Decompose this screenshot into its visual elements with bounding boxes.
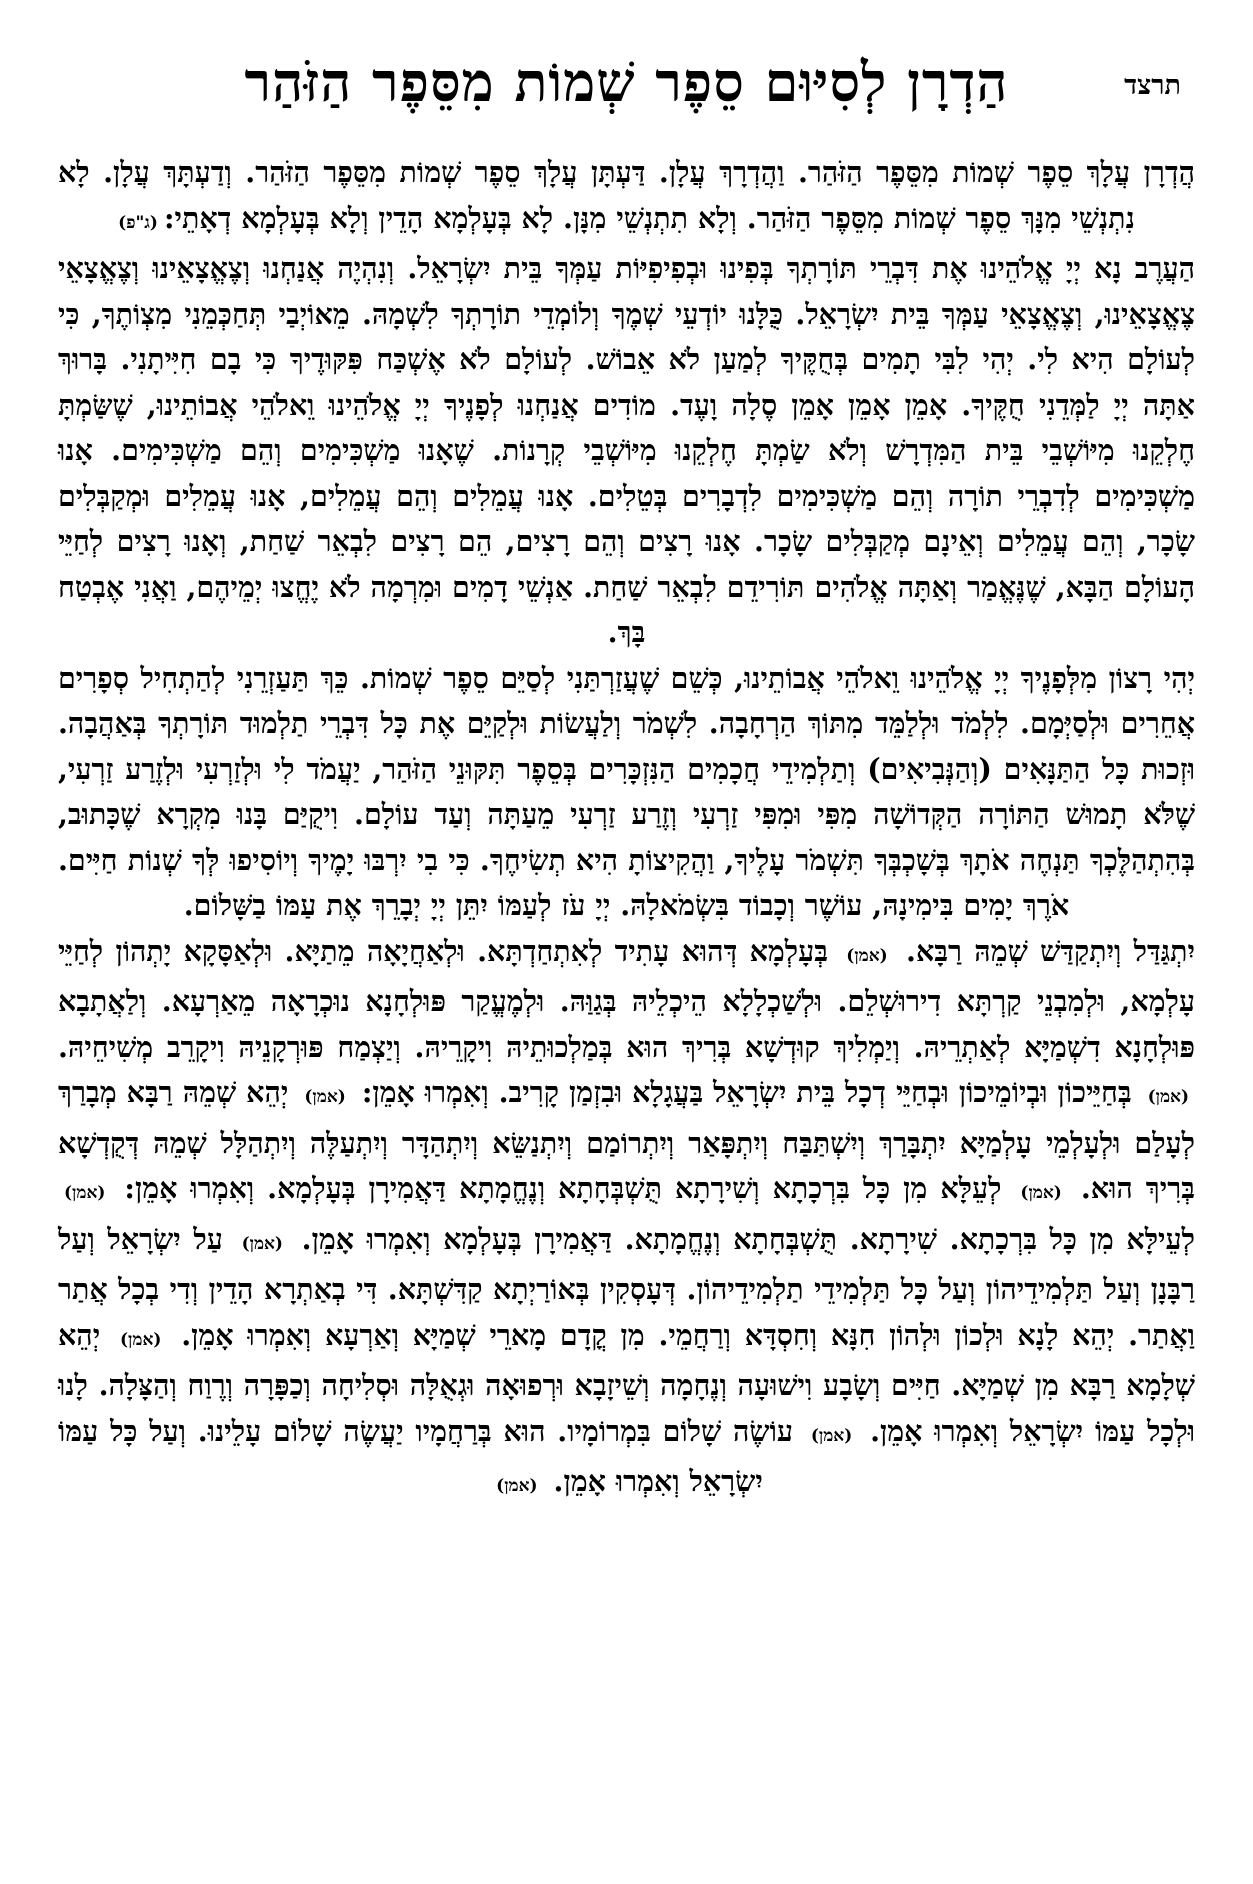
amen-response: (אמן) bbox=[119, 1329, 162, 1350]
paragraph-text: הֲדְרָן עֲלָךְ סֵפֶר שְׁמוֹת מִסֵּפֶר הַזֹּהַר. וַהֲדְרָךְ עֲלָן. דַּעְתָּן עֲלָךְ סֵפֶר שְׁמוֹת מִסֵּפֶר הַזֹּהַר. וְדַעְתָּךְ עֲלָן. לָא נִתְנְשֵׁי מִנָּךְ סֵפֶר שְׁמוֹת מִסֵּפֶר הַזֹּהַר. וְלָא תִתְנְשֵׁי מִנָּן. לָא בְּעָלְמָא הָדֵין וְלָא בְּעָלְמָא דְאָתֵי: bbox=[58, 155, 1195, 235]
paragraph-hadran bbox=[58, 150, 1195, 246]
amen-response: (אמן) bbox=[241, 1233, 283, 1254]
paragraph-text: הַעֲרֶב נָא יְיָ אֱלֹהֵינוּ אֶת דִּבְרֵי תּוֹרָתְךָ בְּפִינוּ וּבְפִיפִיּוֹת עַמְּךָ בֵּית יִשְׂרָאֵל. וְנִהְיֶה אֲנַחְנוּ וְצֶאֱצָאֵינוּ וְצֶאֱצָאֵי צֶאֱצָאֵינוּ, וְצֶאֱצָאֵי עַמְּךָ בֵּית יִשְׂרָאֵל. כֻּלָּנוּ יוֹדְעֵי שְׁמֶךָ וְלוֹמְדֵי תוֹרָתְךָ לִשְׁמָהּ. מֵאוֹיְבַי תְּחַכְּמֵנִי מִצְוֹתֶךָ, כִּי לְעוֹלָם הִיא לִי. יְהִי לִבִּי תָמִים בְּחֻקֶּיךָ לְמַעַן לֹא אֵבוֹשׁ. לְעוֹלָם לֹא אֶשְׁכַּח פִּקּוּדֶיךָ כִּי בָם חִיִּיתָנִי. בָּרוּךְ אַתָּה יְיָ לַמְּדֵנִי חֻקֶּיךָ. אָמֵן אָמֵן אָמֵן סֶלָה וָעֶד. מוֹדִים אֲנַחְנוּ לְפָנֶיךָ יְיָ אֱלֹהֵינוּ וֵאלֹהֵי אֲבוֹתֵינוּ, שֶׁשַּׂמְתָּ חֶלְקֵנוּ מִיּוֹשְׁבֵי בֵּית הַמִּדְרָשׁ וְלֹא שַׂמְתָּ חֶלְקֵנוּ מִיּוֹשְׁבֵי קְרָנוֹת. שֶׁאָנוּ מַשְׁכִּימִים וְהֵם מַשְׁכִּימִים. אָנוּ מַשְׁכִּימִים לְדִבְרֵי תוֹרָה וְהֵם מַשְׁכִּימִים לִדְבָרִים בְּטֵלִים. אָנוּ עֲמֵלִים וְהֵם עֲמֵלִים, אָנוּ עֲמֵלִים וּמְקַבְּלִים שָׂכָר, וְהֵם עֲמֵלִים וְאֵינָם מְקַבְּלִים שָׂכָר. אָנוּ רָצִים וְהֵם רָצִים, הֵם רָצִים לִבְאֵר שַׁחַת, וְאָנוּ רָצִים לְחַיֵּי הָעוֹלָם הַבָּא, שֶׁנֶּאֱמַר וְאַתָּה אֱלֹהִים תּוֹרִידֵם לִבְאֵר שַׁחַת. אַנְשֵׁי דָמִים וּמִרְמָה לֹא יֶחֱצוּ יְמֵיהֶם, וַאֲנִי אֶבְטַח בָּךְ. bbox=[58, 251, 1195, 649]
page-number: תרצד bbox=[1124, 70, 1181, 101]
amen-response: (אמן) bbox=[304, 1087, 346, 1107]
paragraph-kaddish bbox=[58, 929, 1195, 1510]
amen-response: (אמן) bbox=[846, 945, 888, 966]
kaddish-part: לְעֵלָּא מִן כָּל בִּרְכָתָא וְשִׁירָתָא תֻּשְׁבְּחָתָא וְנֶחֱמָתָא דַּאֲמִירָן בְּעָלְמָא. וְאִמְרוּ אָמֵן: bbox=[124, 1171, 1002, 1205]
kaddish-part: יְהֵא שְׁלָמָא רַבָּא מִן שְׁמַיָּא. חַיִּים וְשָׂבָע וִישׁוּעָה וְנֶחָמָה וְשֵׁיזָבָא וּרְפוּאָה וּגְאֻלָּה וּסְלִיחָה וְכַפָּרָה וְרֶוַח וְהַצָּלָה. לָנוּ וּלְכָל עַמּוֹ יִשְׂרָאֵל וְאִמְרוּ אָמֵן. bbox=[58, 1317, 1195, 1448]
paragraph-yehi-ratzon bbox=[58, 656, 1195, 929]
amen-response: (אמן) bbox=[810, 1425, 853, 1446]
kaddish-part: בְּעָלְמָא דְּהוּא עָתִיד לְאִתְחַדְתָּא. וּלְאַחֲיָאָה מֵתַיָּא. וּלְאַסָּקָא יָתְהוֹן לְחַיֵּי עָלְמָא, וּלְמִבְנֵי קַרְתָּא דִירוּשְׁלֵם. וּלְשַׁכְלָלָא הֵיכְלֵיהּ בְּגַוַּהּ. וּלְמֶעֱקַר פּוּלְחָנָא נוּכְרָאָה מֵאַרְעָא. וְלַאֲתָבָא פּוּלְחָנָא דִשְׁמַיָּא לְאַתְרֵיהּ. וְיַמְלִיךְ קוּדְשָׁא בְּרִיךְ הוּא בְּמַלְכוּתֵיהּ וִיקָרֵיהּ. וְיַצְמַח פּוּרְקָנֵיהּ וִיקָרֵב מְשִׁיחֵיהּ. bbox=[58, 933, 1195, 1064]
amen-response: (אמן) bbox=[64, 1183, 106, 1203]
kaddish-part: עַל יִשְׂרָאֵל וְעַל רַבָּנָן וְעַל תַּלְמִידֵיהוֹן וְעַל כָּל תַּלְמִידֵי תַלְמִידֵיהוֹן. דְּעָסְקִין בְּאוֹרַיְתָא קַדִּשְׁתָּא. דִּי בְאַתְרָא הָדֵין וְדִי בְכָל אֲתַר וַאֲתַר. יְהֵא לָנָא וּלְכוֹן וּלְהוֹן חִנָּא וְחִסְדָּא וְרַחֲמֵי. מִן קֳדָם מָארֵי שְׁמַיָּא וְאַרְעָא וְאִמְרוּ אָמֵן. bbox=[58, 1221, 1195, 1352]
amen-response: (אמן) bbox=[1020, 1183, 1062, 1203]
kaddish-part: יְהֵא שְׁמֵהּ רַבָּא מְבָרַךְ לְעָלַם וּלְעָלְמֵי עָלְמַיָּא יִתְבָּרַךְ וְיִשְׁתַּבַּח וְיִתְפָּאַר וְיִתְרוֹמַם וְיִתְנַשֵּׂא וְיִתְהַדָּר וְיִתְעַלֶּה וְיִתְהַלָּל שְׁמֵהּ דְּקֻדְשָׁא בְּרִיךְ הוּא. bbox=[58, 1075, 1195, 1205]
source-note: (ג"פ) bbox=[118, 212, 158, 233]
kaddish-part: לְעֵילָּא מִן כָּל בִּרְכָתָא. שִׁירָתָא. תֻּשְׁבְּחָתָא וְנֶחֱמָתָא. דַּאֲמִירָן בְּעָלְמָא וְאִמְרוּ אָמֵן. bbox=[301, 1221, 1195, 1256]
amen-response: (אמן) bbox=[1147, 1087, 1190, 1107]
kaddish-part: בְּחַיֵּיכוֹן וּבְיוֹמֵיכוֹן וּבְחַיֵּי דְכָל בֵּית יִשְׂרָאֵל בַּעֲגָלָא וּבִזְמַן קָרִיב. וְאִמְרוּ אָמֵן: bbox=[361, 1075, 1132, 1109]
kaddish-part: עוֹשֶׂה שָׁלוֹם בִּמְרוֹמָיו. הוּא בְּרַחֲמָיו יַעֲשֶׂה שָׁלוֹם עָלֵינוּ. וְעַל כָּל עַמּוֹ יִשְׂרָאֵל וְאִמְרוּ אָמֵן. bbox=[58, 1413, 793, 1498]
page-title: הַדְרָן לְסִיּוּם סֵפֶר שְׁמוֹת מִסֵּפֶר הַזֹּהַר bbox=[244, 50, 1009, 114]
paragraph-haarev-na bbox=[58, 246, 1195, 656]
body-text bbox=[58, 150, 1195, 1510]
paragraph-text: יְהִי רָצוֹן מִלְּפָנֶיךָ יְיָ אֱלֹהֵינוּ וֵאלֹהֵי אֲבוֹתֵינוּ, כְּשֵׁם שֶׁעֲזַרְתַּנִי לְסַיֵּם סֵפֶר שְׁמוֹת. כֵּךְ תַּעַזְרֵנִי לְהַתְחִיל סְפָרִים אֲחֵרִים וּלְסַיְּמָם. לִלְמֹד וּלְלַמֵּד מִתּוֹךְ הַרְחָבָה. לִשְׁמֹר וְלַעֲשׂוֹת וּלְקַיֵּם אֶת כָּל דִּבְרֵי תַלְמוּד תּוֹרָתְךָ בְּאַהֲבָה. וּזְכוּת כָּל הַתַּנָּאִים (וְהַנְּבִיאִים) וְתַלְמִידֵי חֲכָמִים הַנִּזְכָּרִים בְּסֵפֶר תִּקּוּנֵי הַזֹּהַר, יַעֲמֹד לִי וּלְזַרְעִי וּלְזֶרַע זַרְעִי, שֶׁלֹּא תָמוּשׁ הַתּוֹרָה הַקְּדוֹשָׁה מִפִּי וּמִפִּי זַרְעִי וְזֶרַע זַרְעִי מֵעַתָּה וְעַד עוֹלָם. וִיקֻיַּם בָּנוּ מִקְרָא שֶׁכָּתוּב, בְּהִתְהַלֶּכְךָ תַּנְחֶה אֹתָךְ בְּשָׁכְבְּךָ תִּשְׁמֹר עָלֶיךָ, וַהֲקִיצוֹתָ הִיא תְשִׂיחֶךָ. כִּי בִי יִרְבּוּ יָמֶיךָ וְיוֹסִיפוּ לְּךָ שְׁנוֹת חַיִּים. אֹרֶךְ יָמִים בִּימִינָהּ, עוֹשֶׁר וְכָבוֹד בִּשְׂמֹאלָהּ. יְיָ עֹז לְעַמּוֹ יִתֵּן יְיָ יְבָרֵךְ אֶת עַמּוֹ בַשָּׁלוֹם. bbox=[58, 660, 1195, 922]
kaddish-part: יִתְגַּדַּל וְיִתְקַדַּשׁ שְׁמֵהּ רַבָּא. bbox=[906, 933, 1195, 968]
amen-response: (אמן) bbox=[496, 1476, 538, 1496]
